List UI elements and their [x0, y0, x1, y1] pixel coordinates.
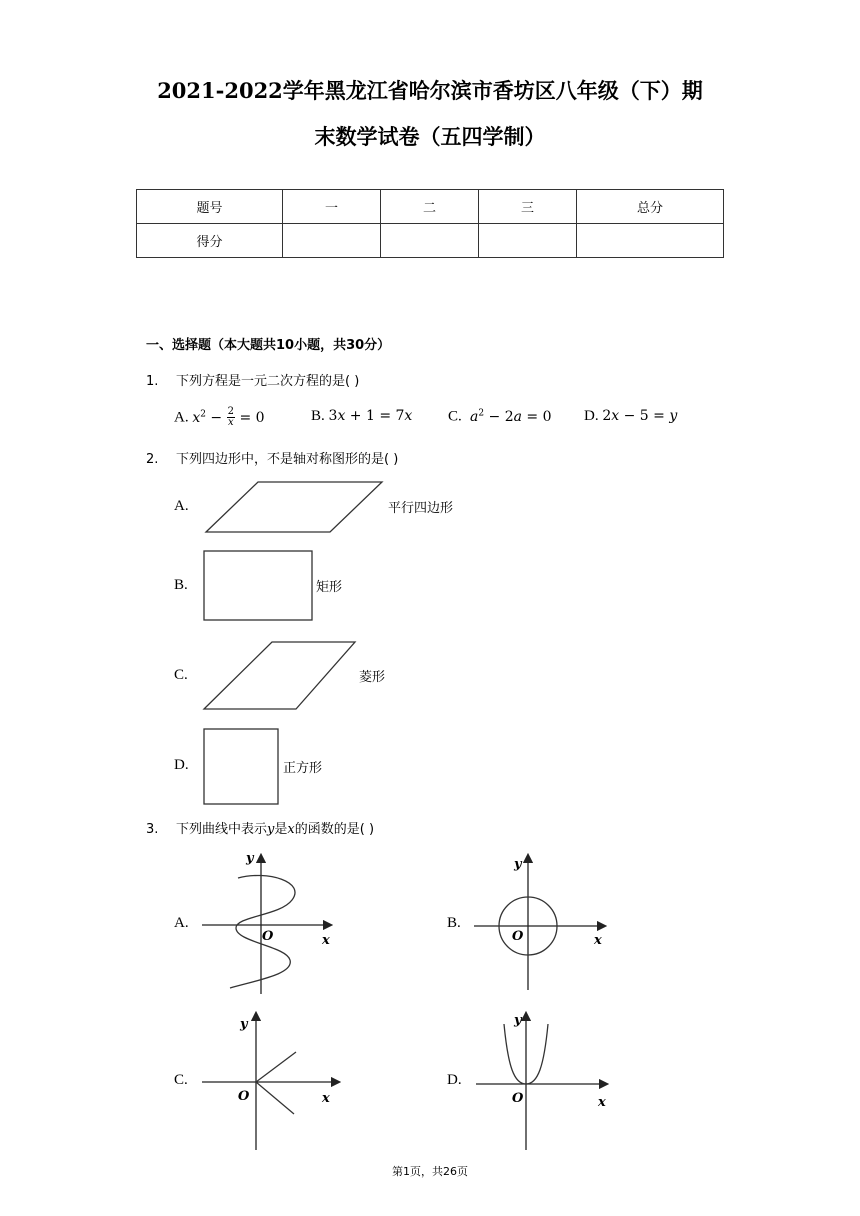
question-2	[146, 448, 398, 467]
ray-lower	[256, 1082, 294, 1114]
y-label: y	[514, 1013, 522, 1028]
rectangle-figure	[200, 548, 318, 624]
score-table-score-row	[137, 224, 724, 258]
question-number: 2.	[146, 452, 159, 467]
shape-label-rhombus: 菱形	[359, 670, 386, 685]
option-letter: C.	[174, 1072, 188, 1088]
graph-c	[198, 1008, 348, 1154]
score-table	[136, 189, 724, 258]
q1-option-c[interactable]	[448, 408, 552, 426]
score-table-header-row	[137, 190, 724, 224]
ray-upper	[256, 1052, 296, 1082]
option-letter: B.	[174, 577, 188, 593]
question-var-y: y	[267, 822, 275, 837]
q2-option-b[interactable]	[174, 577, 188, 594]
x-label: x	[594, 933, 602, 948]
graph-b	[472, 852, 612, 994]
score-cell[interactable]	[381, 224, 479, 258]
option-letter: C.	[174, 667, 188, 683]
question-3	[146, 818, 374, 837]
x-label: x	[322, 933, 330, 948]
q3-option-a[interactable]	[174, 915, 189, 932]
y-label: y	[246, 851, 254, 866]
page-footer: 第1页，共26页	[392, 1165, 468, 1178]
exam-title-line2: 末数学试卷（五四学制）	[314, 124, 546, 149]
option-letter: D.	[174, 757, 189, 773]
q1-option-a[interactable]	[174, 407, 265, 428]
option-math: $x^2$ − $\frac{2}{x}$ = 0	[192, 406, 265, 428]
origin-label: O	[512, 929, 524, 944]
q1-option-b[interactable]	[311, 408, 412, 425]
q2-option-c[interactable]	[174, 667, 188, 684]
origin-label: O	[512, 1091, 524, 1106]
q1-option-d[interactable]	[584, 408, 677, 425]
score-cell[interactable]	[479, 224, 577, 258]
score-table-header: 二	[381, 190, 479, 224]
y-label: y	[514, 857, 522, 872]
graph-d	[472, 1008, 616, 1154]
origin-label: O	[262, 929, 274, 944]
question-text-pre: 下列曲线中表示	[176, 822, 268, 837]
square-figure	[200, 726, 284, 808]
q3-option-b[interactable]	[447, 915, 461, 932]
parallelogram-figure	[200, 478, 390, 536]
section-heading: 一、选择题（本大题共10小题，共30分）	[146, 338, 391, 353]
q3-option-d[interactable]	[447, 1072, 462, 1089]
exam-title-line1: 2021-2022学年黑龙江省哈尔滨市香坊区八年级（下）期	[157, 78, 703, 103]
option-math: 2x − 5 = y	[602, 408, 678, 424]
shape-label-parallelogram: 平行四边形	[388, 501, 454, 516]
origin-label: O	[238, 1089, 250, 1104]
rhombus-figure	[200, 638, 360, 714]
score-row-label: 得分	[137, 224, 283, 258]
option-letter: B.	[311, 408, 325, 424]
option-math: $a^2 - 2a = 0$	[469, 408, 552, 425]
question-number: 3.	[146, 822, 159, 837]
question-text-post: 的函数的是( )	[294, 822, 375, 837]
q2-option-d[interactable]	[174, 757, 189, 774]
option-letter: A.	[174, 915, 189, 931]
question-number: 1.	[146, 374, 159, 389]
question-text-mid: 是	[274, 822, 288, 837]
shape-label-rectangle: 矩形	[316, 580, 343, 595]
option-letter: D.	[584, 408, 599, 424]
q3-option-c[interactable]	[174, 1072, 188, 1089]
question-1	[146, 370, 359, 389]
score-table-header: 题号	[137, 190, 283, 224]
y-label: y	[240, 1017, 248, 1032]
x-label: x	[322, 1091, 330, 1106]
question-var-x: x	[287, 822, 295, 837]
x-label: x	[598, 1095, 606, 1110]
q2-option-a[interactable]	[174, 498, 189, 515]
score-cell[interactable]	[283, 224, 381, 258]
graph-a	[198, 848, 348, 998]
question-text: 下列方程是一元二次方程的是( )	[176, 374, 360, 389]
option-letter: A.	[174, 409, 189, 426]
shape-label-square: 正方形	[283, 761, 323, 776]
score-cell[interactable]	[577, 224, 724, 258]
option-letter: B.	[447, 915, 461, 931]
option-letter: D.	[447, 1072, 462, 1088]
score-table-header: 三	[479, 190, 577, 224]
option-letter: C.	[448, 408, 462, 425]
score-table-header: 总分	[577, 190, 724, 224]
score-table-header: 一	[283, 190, 381, 224]
option-letter: A.	[174, 498, 189, 514]
question-text: 下列四边形中，不是轴对称图形的是( )	[176, 452, 399, 467]
option-math: 3x + 1 = 7x	[328, 408, 413, 424]
